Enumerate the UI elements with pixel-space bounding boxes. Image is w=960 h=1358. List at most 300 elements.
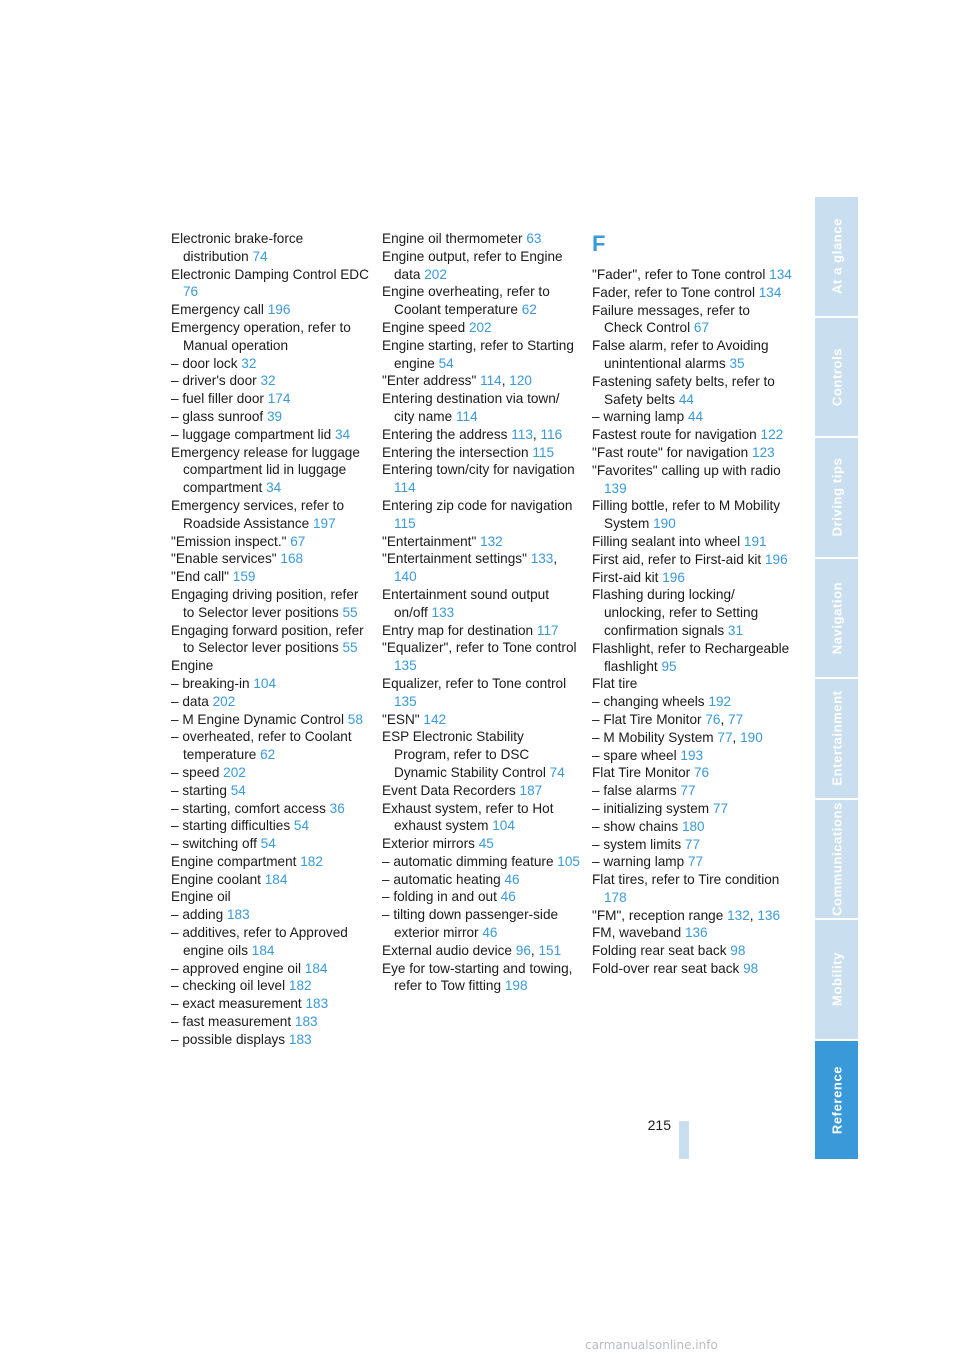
page-reference-link[interactable]: 140: [394, 569, 417, 585]
index-entry: "Entertainment settings" 133, 140: [382, 551, 558, 585]
index-entry: [171, 960, 371, 978]
index-entry-text: "FM", reception range: [592, 907, 724, 923]
page-reference-link[interactable]: 95: [661, 658, 677, 674]
section-tab-label: Driving tips: [829, 457, 844, 537]
index-entry-text: Exhaust system, refer to Hot exhaust system: [382, 800, 554, 834]
page-reference-link[interactable]: 183: [294, 1014, 318, 1030]
index-entry-text: – starting difficulties: [171, 818, 291, 834]
index-entry: [592, 871, 792, 907]
page-reference-link[interactable]: 63: [526, 231, 542, 246]
index-entry-text: Exterior mirrors: [382, 836, 475, 852]
index-entry-text: Folding rear seat back: [592, 943, 727, 959]
index-entry-text: – breaking-in: [171, 675, 250, 691]
page-reference-link[interactable]: 55: [342, 604, 358, 620]
page-reference-link[interactable]: 159: [232, 569, 256, 585]
index-entry: [171, 977, 371, 995]
page-reference-link[interactable]: 183: [288, 1031, 312, 1047]
page-reference-link[interactable]: 44: [678, 391, 694, 407]
page-reference-link[interactable]: 168: [280, 551, 304, 567]
index-entry: [592, 373, 792, 409]
index-entry: [382, 533, 582, 551]
page-reference-link[interactable]: 46: [500, 889, 516, 905]
index-entry: "Enter address" 114, 120: [382, 373, 532, 389]
index-entry: [171, 319, 371, 355]
index-entry: [592, 586, 792, 639]
page-reference-link[interactable]: 117: [536, 622, 559, 638]
index-entry: [592, 569, 792, 587]
index-entry: [171, 924, 371, 960]
index-entry-text: Emergency operation, refer to Manual operation: [171, 319, 351, 353]
page-reference-link[interactable]: 133: [530, 551, 554, 567]
index-entry-text: Engine compartment: [171, 853, 297, 869]
index-entry: [171, 550, 371, 568]
page-reference-link[interactable]: 190: [653, 516, 676, 532]
index-entry: [171, 426, 371, 444]
page-reference-link[interactable]: 139: [604, 480, 627, 496]
page-reference-link[interactable]: 32: [260, 373, 276, 389]
index-entry-text: First-aid kit: [592, 569, 659, 585]
index-entry-text: "Entertainment settings": [382, 551, 527, 567]
page-number: 215: [647, 1117, 671, 1133]
page-reference-link[interactable]: 98: [730, 943, 746, 959]
index-entry-text: – system limits: [592, 836, 682, 852]
page-reference-link[interactable]: 135: [394, 658, 417, 674]
page-reference-link[interactable]: 190: [740, 729, 763, 745]
page-reference-link[interactable]: 196: [764, 551, 788, 567]
index-entry: [382, 319, 582, 337]
index-entry-text: Fader, refer to Tone control: [592, 284, 755, 300]
index-entry: [382, 675, 582, 711]
index-entry: [592, 675, 792, 693]
page-reference-link[interactable]: 183: [305, 996, 329, 1012]
index-entry-text: Engine speed: [382, 319, 466, 335]
section-tab-label: At a glance: [829, 218, 844, 295]
page-reference-link[interactable]: 134: [769, 267, 792, 282]
index-entry-text: Engine oil thermometer: [382, 231, 523, 246]
index-entry-text: – M Mobility System: [592, 729, 714, 745]
index-entry-text: – possible displays: [171, 1031, 286, 1047]
index-entry-text: Event Data Recorders: [382, 782, 516, 798]
index-entry: [171, 764, 371, 782]
index-entry-text: – overheated, refer to Coolant temperature: [171, 729, 352, 763]
index-entry-text: – changing wheels: [592, 694, 705, 710]
index-entry-text: – data: [171, 693, 209, 709]
page-reference-link[interactable]: 132: [727, 907, 750, 923]
section-tab-communications[interactable]: [815, 800, 858, 921]
index-entry: [382, 390, 582, 426]
page-reference-link[interactable]: 114: [394, 480, 416, 496]
index-entry-text: Flashing during locking/ unlocking, refer to Setting confirmation signals: [592, 587, 759, 638]
index-entry-text: Engine output, refer to Engine data: [382, 248, 563, 282]
index-entry: [171, 408, 371, 426]
index-entry: [382, 960, 582, 996]
index-entry: [171, 230, 371, 266]
index-entry-text: Entry map for destination: [382, 622, 534, 638]
page-reference-link[interactable]: 182: [288, 978, 312, 994]
index-entry: [382, 906, 582, 942]
index-entry-text: Engine: [171, 658, 214, 674]
index-entry-text: False alarm, refer to Avoiding unintentional alarms: [592, 338, 769, 371]
page-reference-link[interactable]: 151: [538, 942, 562, 958]
page-reference-link[interactable]: 45: [478, 836, 494, 852]
index-entry: [382, 853, 582, 871]
page-reference-link[interactable]: 180: [681, 818, 705, 834]
page-reference-link[interactable]: 184: [304, 960, 328, 976]
index-entry-text: ESP Electronic Stability Program, refer to DSC Dynamic Stability Control: [382, 729, 546, 780]
page-reference-link[interactable]: 142: [423, 711, 447, 727]
index-entry: [382, 800, 582, 836]
page-reference-link[interactable]: 135: [394, 693, 417, 709]
index-entry: [592, 551, 792, 569]
index-entry: [171, 622, 371, 658]
page-reference-link[interactable]: 58: [347, 711, 363, 727]
page-reference-link[interactable]: 77: [684, 836, 701, 852]
index-entry: [592, 266, 792, 284]
page-reference-link[interactable]: 196: [662, 569, 685, 585]
index-entry: [592, 408, 792, 426]
section-tab-navigation[interactable]: [815, 559, 858, 680]
index-entry-text: Filling bottle, refer to M Mobility System: [592, 498, 781, 532]
page-reference-link[interactable]: 67: [693, 320, 710, 336]
index-entry: [382, 444, 582, 462]
page-reference-link[interactable]: 202: [212, 693, 236, 709]
index-entry: [382, 711, 582, 729]
section-tab-driving-tips[interactable]: [815, 438, 858, 559]
index-entry-text: Fold-over rear seat back: [592, 961, 740, 977]
page-reference-link[interactable]: 115: [532, 444, 555, 460]
page-reference-link[interactable]: 196: [267, 302, 291, 318]
index-entry-text: "End call": [171, 569, 230, 585]
page-reference-link[interactable]: 114: [455, 408, 478, 424]
index-column-1: [171, 230, 371, 1049]
section-tabs: [815, 197, 858, 1159]
index-entry: – M Mobility System 77, 190: [592, 729, 763, 745]
page-reference-link[interactable]: 77: [717, 729, 733, 745]
page-reference-link[interactable]: 183: [226, 907, 250, 923]
index-entry: [171, 1013, 371, 1031]
index-entry: [592, 800, 792, 818]
page-reference-link[interactable]: 123: [752, 444, 775, 460]
page-reference-link[interactable]: 39: [266, 408, 283, 424]
index-entry-text: – speed: [171, 764, 220, 780]
index-entry-text: Eye for tow-starting and towing, refer to Tow fitting: [382, 960, 573, 994]
page-number-bar: [679, 1121, 689, 1159]
page-reference-link[interactable]: 74: [252, 248, 268, 264]
index-entry: [382, 586, 582, 622]
page-reference-link[interactable]: 184: [264, 871, 288, 887]
index-entry-text: "Entertainment": [382, 533, 477, 549]
index-entry: [171, 782, 371, 800]
page-reference-link[interactable]: 104: [492, 818, 515, 834]
index-entry-text: Entertainment sound output on/off: [382, 586, 550, 620]
index-entry: [171, 711, 371, 729]
index-entry-text: – folding in and out: [382, 889, 497, 905]
index-entry-text: – glass sunroof: [171, 408, 264, 424]
index-entry: [592, 444, 792, 462]
page-reference-link[interactable]: 202: [468, 319, 492, 335]
index-entry-text: Engine starting, refer to Starting engine: [382, 337, 574, 371]
index-entry: [171, 444, 371, 497]
page-reference-link[interactable]: 54: [230, 782, 246, 798]
index-entry: – Flat Tire Monitor 76, 77: [592, 711, 744, 727]
page-reference-link[interactable]: 182: [300, 853, 323, 869]
index-entry-text: – initializing system: [592, 800, 710, 816]
index-entry: External audio device 96, 151: [382, 942, 562, 958]
index-entry: [382, 888, 582, 906]
index-entry-text: Flat Tire Monitor: [592, 765, 691, 781]
index-entry-text: First aid, refer to First-aid kit: [592, 551, 762, 567]
index-entry-text: – false alarms: [592, 783, 677, 799]
page-reference-link[interactable]: 36: [329, 800, 345, 816]
index-entry-text: Entering the address: [382, 426, 508, 442]
page-reference-link[interactable]: 193: [680, 747, 704, 763]
index-entry-text: Emergency services, refer to Roadside Assistance: [171, 497, 345, 531]
index-entry-text: – adding: [171, 907, 224, 923]
page-reference-link[interactable]: 136: [684, 925, 708, 941]
page-reference-link[interactable]: 133: [431, 604, 455, 620]
page-reference-link[interactable]: 34: [266, 480, 282, 496]
index-entry: [592, 960, 792, 978]
index-entry: [171, 835, 371, 853]
index-entry-text: Emergency release for luggage compartment lid in luggage compartment: [171, 444, 360, 496]
page-reference-link[interactable]: 187: [519, 782, 543, 798]
page-reference-link[interactable]: 46: [482, 925, 498, 941]
section-tab-mobility[interactable]: [815, 920, 858, 1041]
index-entry-text: Equalizer, refer to Tone control: [382, 675, 567, 691]
index-entry-text: Entering town/city for navigation: [382, 462, 575, 478]
index-entry: [171, 372, 371, 390]
index-entry: [592, 533, 792, 551]
page-reference-link[interactable]: 191: [743, 533, 767, 549]
index-entry-text: – automatic dimming feature: [382, 853, 554, 869]
index-entry-text: Filling sealant into wheel: [592, 533, 741, 549]
index-entry: [171, 800, 371, 818]
index-entry-text: Engine coolant: [171, 871, 261, 887]
index-entry-text: "Fast route" for navigation: [592, 444, 749, 460]
index-entry: [171, 675, 371, 693]
index-entry: [592, 782, 792, 800]
page-reference-link[interactable]: 114: [480, 373, 502, 389]
page-reference-link[interactable]: 132: [480, 533, 503, 549]
section-tab-entertainment[interactable]: [815, 679, 858, 800]
page-reference-link[interactable]: 202: [223, 764, 246, 780]
index-entry: [382, 461, 582, 497]
index-entry-text: – switching off: [171, 836, 257, 852]
index-entry-text: – spare wheel: [592, 747, 677, 763]
watermark: carmanualsonline.info: [585, 1338, 718, 1352]
index-letter-heading: F: [592, 231, 606, 256]
index-entry-text: – luggage compartment lid: [171, 426, 332, 442]
index-entry-text: – fast measurement: [171, 1014, 292, 1030]
section-tab-at-a-glance[interactable]: [815, 197, 858, 318]
page-reference-link[interactable]: 115: [394, 515, 416, 531]
index-entry-text: Engaging forward position, refer to Selector lever positions: [171, 622, 364, 656]
page-reference-link[interactable]: 62: [260, 747, 276, 763]
index-entry: [171, 568, 371, 586]
page-reference-link[interactable]: 44: [687, 409, 704, 425]
index-entry: [171, 533, 371, 551]
index-entry: [592, 853, 792, 871]
index-entry-text: Flat tires, refer to Tire condition: [592, 872, 780, 888]
index-entry: [592, 747, 792, 765]
page-reference-link[interactable]: 54: [293, 818, 310, 834]
index-entry-text: Entering zip code for navigation: [382, 497, 573, 513]
index-entry: [382, 728, 582, 781]
page-reference-link[interactable]: 34: [334, 426, 351, 442]
index-entry-text: Engine overheating, refer to Coolant temperature: [382, 284, 550, 318]
index-entry: [382, 835, 582, 853]
index-entry: [592, 693, 792, 711]
page-reference-link[interactable]: 67: [290, 533, 306, 549]
index-entry-text: Flat tire: [592, 676, 638, 692]
page-reference-link[interactable]: 197: [312, 515, 336, 531]
page-reference-link[interactable]: 54: [260, 836, 276, 852]
index-entry-text: Electronic brake-force distribution: [171, 231, 304, 264]
index-entry-text: – checking oil level: [171, 978, 286, 994]
index-entry: "FM", reception range 132, 136: [592, 907, 781, 923]
index-entry-text: – warning lamp: [592, 854, 685, 870]
index-entry-text: – fuel filler door: [171, 391, 264, 407]
index-entry: [592, 764, 792, 782]
index-entry-text: "Equalizer", refer to Tone control: [382, 640, 577, 656]
index-entry: [592, 337, 792, 373]
index-entry: [592, 836, 792, 854]
index-entry: [171, 355, 371, 373]
index-entry-text: – starting, comfort access: [171, 800, 326, 816]
index-entry: [592, 302, 792, 338]
page-reference-link[interactable]: 198: [504, 978, 528, 994]
page-reference-link[interactable]: 192: [708, 694, 732, 710]
page-reference-link[interactable]: 122: [760, 427, 784, 443]
page-reference-link[interactable]: 202: [424, 266, 447, 282]
page-reference-link[interactable]: 76: [183, 284, 199, 300]
index-entry: [382, 871, 582, 889]
page-reference-link[interactable]: 113: [511, 426, 533, 442]
section-tab-label: Mobility: [829, 952, 844, 1007]
index-entry: [382, 782, 582, 800]
section-tab-label: Controls: [829, 347, 844, 406]
section-tab-reference[interactable]: [815, 1041, 858, 1160]
index-entry-text: – door lock: [171, 355, 238, 371]
index-entry: [171, 657, 371, 675]
index-column-3: [592, 230, 792, 978]
page-reference-link[interactable]: 76: [705, 711, 721, 727]
page-reference-link[interactable]: 77: [680, 783, 696, 799]
index-entry-text: "ESN": [382, 711, 420, 727]
index-entry: [592, 462, 792, 498]
page-reference-link[interactable]: 77: [728, 711, 744, 727]
index-entry: [592, 942, 792, 960]
page-reference-link[interactable]: 55: [342, 640, 358, 656]
page-reference-link[interactable]: 32: [241, 355, 257, 371]
index-entry-text: – starting: [171, 782, 227, 798]
index-entry-text: "Enable services": [171, 551, 277, 567]
page-reference-link[interactable]: 134: [758, 284, 782, 300]
index-entry-text: – approved engine oil: [171, 960, 301, 976]
index-entry-text: "Enter address": [382, 373, 477, 389]
index-entry: [171, 1031, 371, 1049]
index-entry-text: – automatic heating: [382, 871, 501, 887]
page-reference-link[interactable]: 178: [604, 889, 627, 905]
index-entry: [592, 924, 792, 942]
index-entry-text: – driver's door: [171, 373, 257, 389]
page-reference-link[interactable]: 46: [504, 871, 520, 887]
index-entry: [592, 818, 792, 836]
page-reference-link[interactable]: 96: [515, 942, 531, 958]
index-entry-text: – exact measurement: [171, 996, 302, 1012]
page-reference-link[interactable]: 35: [729, 355, 745, 371]
index-entry-text: Flashlight, refer to Rechargeable flashlight: [592, 640, 790, 674]
index-entry: [382, 230, 582, 248]
page-reference-link[interactable]: 31: [727, 622, 744, 638]
index-entry-text: Electronic Damping Control EDC: [171, 266, 369, 282]
index-entry: [592, 497, 792, 533]
index-entry: [592, 640, 792, 676]
index-entry: [592, 426, 792, 444]
index-entry: [171, 853, 371, 871]
page-reference-link[interactable]: 77: [687, 854, 704, 870]
index-entry-text: Fastest route for navigation: [592, 427, 757, 443]
index-entry-text: Entering the intersection: [382, 444, 529, 460]
page-reference-link[interactable]: 62: [521, 302, 537, 318]
index-entry-text: Failure messages, refer to Check Control: [592, 302, 750, 336]
page-reference-link[interactable]: 120: [509, 373, 532, 389]
index-entry: [382, 283, 582, 319]
page-reference-link[interactable]: 116: [540, 426, 563, 442]
index-entry-text: Fastening safety belts, refer to Safety belts: [592, 373, 775, 407]
index-entry: Entering the address 113, 116: [382, 426, 563, 442]
page-reference-link[interactable]: 105: [557, 853, 580, 869]
page-reference-link[interactable]: 174: [267, 391, 291, 407]
page-reference-link[interactable]: 184: [251, 942, 275, 958]
section-tab-label: Entertainment: [829, 690, 844, 786]
index-entry: [171, 390, 371, 408]
page-reference-link[interactable]: 76: [693, 765, 710, 781]
section-tab-label: Navigation: [829, 581, 844, 654]
index-entry-text: – tilting down passenger-side exterior mirror: [382, 907, 559, 941]
index-entry-text: External audio device: [382, 942, 512, 958]
page-reference-link[interactable]: 98: [743, 961, 759, 977]
index-entry-text: – Flat Tire Monitor: [592, 711, 702, 727]
page-reference-link[interactable]: 54: [438, 355, 454, 371]
index-entry: [171, 301, 371, 319]
section-tab-controls[interactable]: [815, 318, 858, 439]
index-entry-text: Emergency call: [171, 302, 264, 318]
page-reference-link[interactable]: 74: [549, 764, 565, 780]
index-entry-text: Engine oil: [171, 889, 231, 905]
index-entry: [171, 995, 371, 1013]
index-entry-text: "Fader", refer to Tone control: [592, 267, 766, 282]
index-entry: [171, 497, 371, 533]
index-entry-text: "Emission inspect.": [171, 533, 287, 549]
index-entry: [171, 693, 371, 711]
index-entry-text: Entering destination via town/ city name: [382, 391, 560, 424]
index-entry: [171, 888, 371, 906]
index-entry-text: – show chains: [592, 818, 679, 834]
index-entry: [382, 248, 582, 284]
index-entry-text: – M Engine Dynamic Control: [171, 711, 345, 727]
index-entry-text: Engaging driving position, refer to Selector lever positions: [171, 586, 359, 620]
page-reference-link[interactable]: 104: [253, 675, 277, 691]
index-column-2: [382, 230, 582, 995]
page-reference-link[interactable]: 136: [757, 907, 781, 923]
index-entry-text: FM, waveband: [592, 925, 682, 941]
index-entry: [171, 817, 371, 835]
index-entry: [382, 639, 582, 675]
page-reference-link[interactable]: 77: [712, 800, 729, 816]
index-entry-text: – additives, refer to Approved engine oils: [171, 925, 348, 958]
index-entry: [171, 906, 371, 924]
